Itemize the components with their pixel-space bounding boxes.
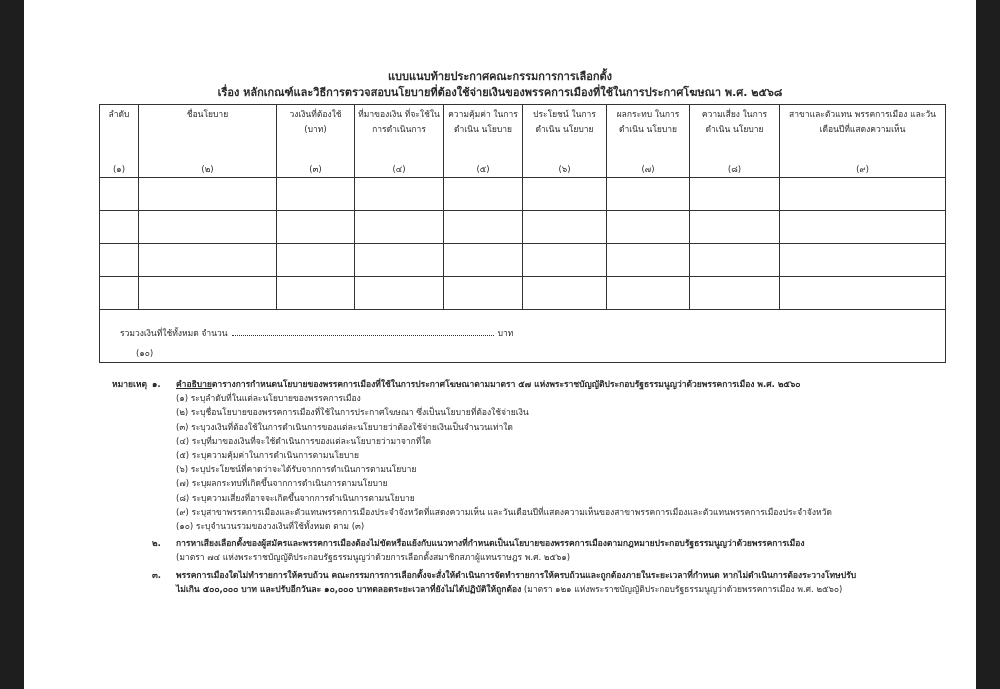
policy-table — [99, 104, 946, 363]
note-item: (๗) ระบุผลกระทบที่เกิดขึ้นจากการดำเนินการตามนโยบาย — [176, 479, 388, 490]
table-row — [100, 244, 946, 277]
total-amount-blank — [232, 335, 494, 336]
form-subject: เรื่อง หลักเกณฑ์และวิธีการตรวจสอบนโยบายที่ต้องใช้จ่ายเงินของพรรคการเมืองที่ใช้ในการประกาศโฆษณา พ.ศ. ๒๕๖๘ — [217, 86, 783, 99]
note-item: (๑๐) ระบุจำนวนรวมของวงเงินที่ใช้ทั้งหมด ตาม (๓) — [176, 522, 365, 533]
note-2: ๒. การหาเสียงเลือกตั้งของผู้สมัครและพรรคการเมืองต้องไม่ขัดหรือแย้งกับแนวทางที่กำหนดเป็นนโยบายของพรรคการเมืองตามกฎหมายประกอบรัฐธรรมนูญว่าด้วยพรรคการเมือง — [152, 539, 805, 550]
total-label: รวมวงเงินที่ใช้ทั้งหมด จำนวน — [120, 329, 228, 339]
col-header-budget: วงเงินที่ต้องใช้ (บาท) (๓) — [277, 105, 355, 178]
note-item: (๘) ระบุความเสี่ยงที่อาจจะเกิดขึ้นจากการดำเนินการตามนโยบาย — [176, 493, 415, 504]
col-header-impact: ผลกระทบ ในการดำเนิน นโยบาย (๗) — [607, 105, 690, 178]
col-header-risk: ความเสี่ยง ในการดำเนิน นโยบาย (๘) — [690, 105, 780, 178]
table-row — [100, 277, 946, 310]
form-heading: แบบแนบท้ายประกาศคณะกรรมการการเลือกตั้ง — [387, 70, 613, 83]
col-header-policy-name: ชื่อนโยบาย (๒) — [139, 105, 277, 178]
col-header-branch: สาขาและตัวแทน พรรคการเมือง และวันเดือนปีที่แสดงความเห็น (๙) — [780, 105, 946, 178]
note-item: (๖) ระบุประโยชน์ที่คาดว่าจะได้รับจากการดำเนินการตามนโยบาย — [176, 465, 417, 476]
col-header-benefit: ประโยชน์ ในการดำเนิน นโยบาย (๖) — [523, 105, 607, 178]
table-row — [100, 178, 946, 211]
note-item: (๓) ระบุวงเงินที่ต้องใช้ในการดำเนินการของแต่ละนโยบายว่าต้องใช้จ่ายเงินเป็นจำนวนเท่าใด — [176, 422, 513, 433]
note-item: (๔) ระบุที่มาของเงินที่จะใช้ดำเนินการของแต่ละนโยบายว่ามาจากที่ใด — [176, 436, 432, 447]
table-row — [100, 211, 946, 244]
document-page — [24, 0, 976, 689]
note-item: (๑) ระบุลำดับที่ในแต่ละนโยบายของพรรคการเมือง — [176, 394, 361, 405]
col-header-fund-source: ที่มาของเงิน ที่จะใช้ใน การดำเนินการ (๔) — [355, 105, 444, 178]
table-header-row — [100, 105, 946, 178]
col-header-order: ลำดับ (๑) — [100, 105, 139, 178]
note-3: ๓. พรรคการเมืองใดไม่ทำรายการให้ครบถ้วน คณะกรรมการการเลือกตั้งจะสั่งให้ดำเนินการจัดทำรายการให้ครบถ้วนและถูกต้องภายในระยะเวลาที่กำหนด หากไม่ดำเนินการต้องระวางโทษปรับ — [152, 570, 857, 581]
note-3-penalty: ไม่เกิน ๕๐๐,๐๐๐ บาท และปรับอีกวันละ ๑๐,๐๐๐ บาทตลอดระยะเวลาที่ยังไม่ได้ปฏิบัติให้ถูกต้อง (มาตรา ๑๒๑ แห่งพระราชบัญญัติประกอบรัฐธรรมนูญว่าด้วยพรรคการเมือง พ.ศ. ๒๕๖๐) — [176, 584, 843, 595]
note-2-reference: (มาตรา ๗๔ แห่งพระราชบัญญัติประกอบรัฐธรรมนูญว่าด้วยการเลือกตั้งสมาชิกสภาผู้แทนราษฎร พ.ศ. ๒๕๖๑) — [176, 553, 571, 564]
total-unit: บาท — [497, 329, 514, 339]
note-item: (๕) ระบุความคุ้มค่าในการดำเนินการตามนโยบาย — [176, 451, 360, 462]
note-1: หมายเหตุ ๑. คำอธิบายตารางการกำหนดนโยบายของพรรคการเมืองที่ใช้ในการประกาศโฆษณาตามมาตรา ๕๗ แห่งพระราชบัญญัติประกอบรัฐธรรมนูญว่าด้วยพรรคการเมือง พ.ศ. ๒๕๖๐ — [112, 378, 962, 392]
notes-section — [112, 378, 962, 597]
note-item: (๙) ระบุสาขาพรรคการเมืองและตัวแทนพรรคการเมืองประจำจังหวัดที่แสดงความเห็น และวันเดือนปีที่แสดงความเห็นของสาขาพรรคการเมืองและตัวแทนพรรคการเมืองประจำจังหวัด — [176, 507, 832, 518]
total-row — [100, 310, 946, 363]
notes-label: หมายเหตุ — [112, 380, 147, 390]
col-header-value: ความคุ้มค่า ในการดำเนิน นโยบาย (๕) — [444, 105, 523, 178]
note-item: (๒) ระบุชื่อนโยบายของพรรคการเมืองที่ใช้ในการประกาศโฆษณา ซึ่งเป็นนโยบายที่ต้องใช้จ่ายเงิน — [176, 408, 529, 419]
total-number: (๑๐) — [136, 349, 154, 359]
